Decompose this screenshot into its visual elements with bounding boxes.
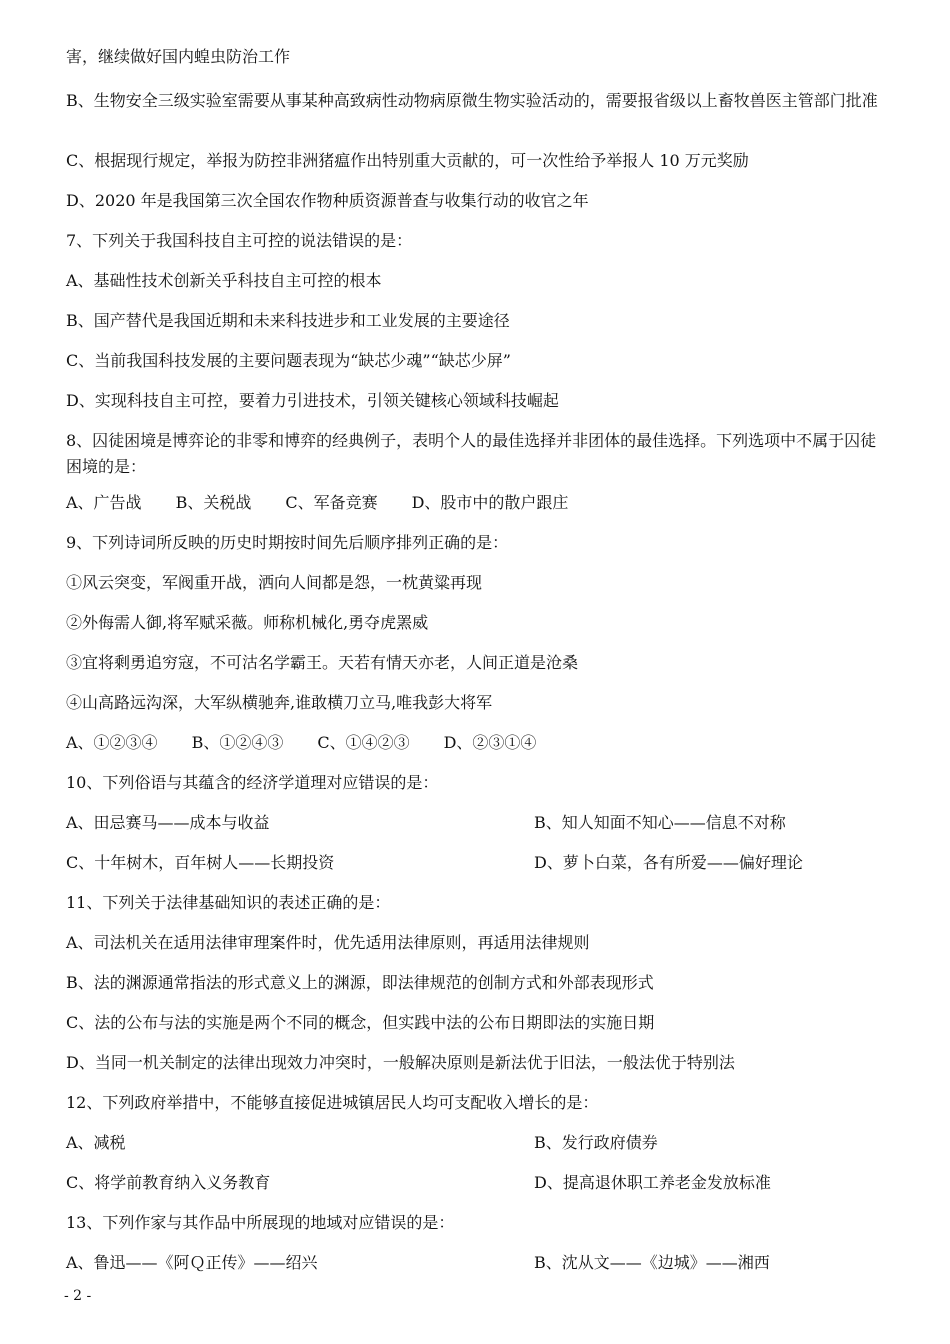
option-c: C、将学前教育纳入义务教育 <box>66 1173 271 1192</box>
options-row <box>66 810 886 836</box>
option-b: B、关税战 <box>175 493 252 512</box>
option-c: C、法的公布与法的实施是两个不同的概念，但实践中法的公布日期即法的实施日期 <box>66 1013 655 1032</box>
option-c: C、根据现行规定，举报为防控非洲猪瘟作出特别重大贡献的，可一次性给予举报人 10 万元奖励 <box>66 151 749 170</box>
option-a: A、减税 <box>66 1133 126 1152</box>
options-row <box>66 1170 886 1196</box>
option-a: A、广告战 <box>66 493 142 512</box>
option-d: D、提高退休职工养老金发放标准 <box>534 1173 771 1192</box>
page-number: - 2 - <box>64 1288 92 1304</box>
option-c: C、当前我国科技发展的主要问题表现为“缺芯少魂”“缺芯少屏” <box>66 351 511 370</box>
question-8: 8、囚徒困境是博弈论的非零和博弈的经典例子，表明个人的最佳选择并非团体的最佳选择。下列选项中不属于囚徒困境的是： <box>66 431 877 476</box>
option-d: D、②③①④ <box>443 733 537 752</box>
poem-3: ③宜将剩勇追穷寇，不可沽名学霸王。天若有情天亦老，人间正道是沧桑 <box>66 653 579 672</box>
options-row <box>66 850 886 876</box>
option-b: B、①②④③ <box>191 733 284 752</box>
option-c: C、十年树木，百年树人——长期投资 <box>66 853 335 872</box>
question-9: 9、下列诗词所反映的历史时期按时间先后顺序排列正确的是： <box>66 533 509 552</box>
option-b: B、知人知面不知心——信息不对称 <box>534 813 786 832</box>
question-10: 10、下列俗语与其蕴含的经济学道理对应错误的是： <box>66 773 439 792</box>
options-row <box>66 490 886 516</box>
option-b: B、沈从文——《边城》——湘西 <box>534 1253 770 1272</box>
option-a: A、①②③④ <box>66 733 158 752</box>
option-c: C、①④②③ <box>317 733 410 752</box>
option-b: B、国产替代是我国近期和未来科技进步和工业发展的主要途径 <box>66 311 510 330</box>
option-a: A、基础性技术创新关乎科技自主可控的根本 <box>66 271 382 290</box>
question-13: 13、下列作家与其作品中所展现的地域对应错误的是： <box>66 1213 455 1232</box>
option-d: D、股市中的散户跟庄 <box>411 493 569 512</box>
option-a: A、司法机关在适用法律审理案件时，优先适用法律原则，再适用法律规则 <box>66 933 590 952</box>
option-a: A、田忌赛马——成本与收益 <box>66 813 270 832</box>
options-row <box>66 1250 886 1276</box>
option-d: D、萝卜白菜，各有所爱——偏好理论 <box>534 853 803 872</box>
question-11: 11、下列关于法律基础知识的表述正确的是： <box>66 893 391 912</box>
option-b: B、法的渊源通常指法的形式意义上的渊源，即法律规范的创制方式和外部表现形式 <box>66 973 654 992</box>
options-row <box>66 730 886 756</box>
text-line: 害，继续做好国内蝗虫防治工作 <box>66 47 291 66</box>
question-12: 12、下列政府举措中，不能够直接促进城镇居民人均可支配收入增长的是： <box>66 1093 599 1112</box>
option-a: A、鲁迅——《阿Ｑ正传》——绍兴 <box>66 1253 318 1272</box>
option-d: D、实现科技自主可控，要着力引进技术，引领关键核心领域科技崛起 <box>66 391 559 410</box>
options-row <box>66 1130 886 1156</box>
option-b: B、发行政府债券 <box>534 1133 658 1152</box>
option-d: D、2020 年是我国第三次全国农作物种质资源普查与收集行动的收官之年 <box>66 191 589 210</box>
poem-1: ①风云突变，军阀重开战，洒向人间都是怨，一枕黄粱再现 <box>66 573 483 592</box>
option-d: D、当同一机关制定的法律出现效力冲突时，一般解决原则是新法优于旧法，一般法优于特别法 <box>66 1053 735 1072</box>
poem-2: ②外侮需人御,将军赋采薇。师称机械化,勇夺虎罴威 <box>66 613 429 632</box>
option-b: B、生物安全三级实验室需要从事某种高致病性动物病原微生物实验活动的，需要报省级以上畜牧兽医主管部门批准 <box>66 91 878 110</box>
question-7: 7、下列关于我国科技自主可控的说法错误的是： <box>66 231 413 250</box>
option-c: C、军备竞赛 <box>285 493 378 512</box>
poem-4: ④山高路远沟深，大军纵横驰奔,谁敢横刀立马,唯我彭大将军 <box>66 693 493 712</box>
